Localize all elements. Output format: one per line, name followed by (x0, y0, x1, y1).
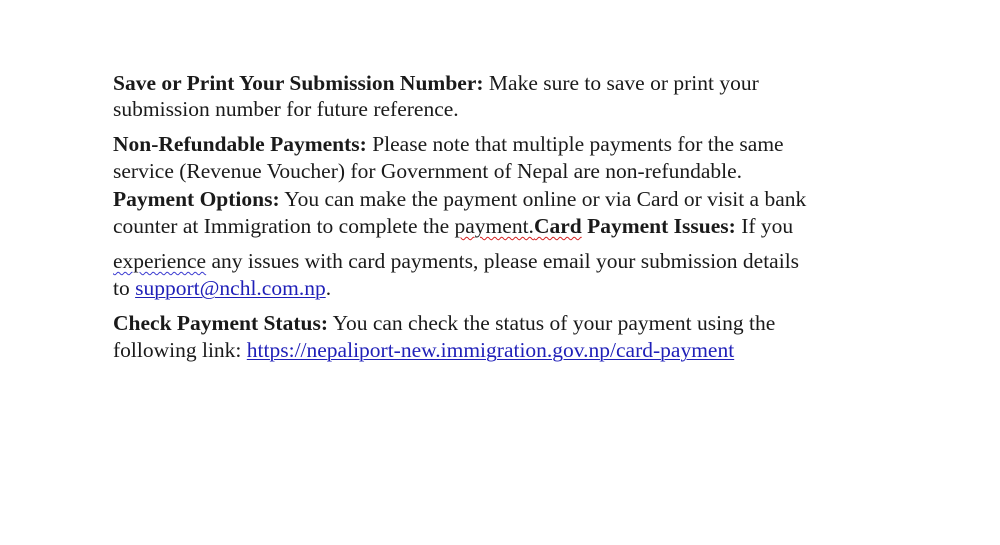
heading-payment-options: Payment Options: (113, 187, 280, 211)
heading-save-print: Save or Print Your Submission Number: (113, 71, 484, 95)
section-save-print-line-1 (113, 70, 759, 96)
section-payment-options-line-2 (113, 213, 793, 239)
email-link[interactable]: support@nchl.com.np (135, 276, 326, 300)
section-payment-options-line-1 (113, 186, 806, 212)
section-card-issues-line-3 (113, 275, 331, 301)
spellcheck-flagged-word[interactable] (455, 214, 582, 238)
body-text: following link: (113, 338, 247, 362)
heading-card-payment-issues: Payment Issues: (581, 214, 736, 238)
heading-check-status: Check Payment Status: (113, 311, 328, 335)
body-text: If you (735, 214, 794, 238)
section-non-refundable-line-1 (113, 131, 784, 157)
flagged-text: payment. (454, 214, 534, 238)
body-text: to (113, 276, 136, 300)
body-text: submission number for future reference. (113, 97, 459, 121)
body-text: . (325, 276, 332, 300)
heading-non-refundable: Non-Refundable Payments: (113, 132, 367, 156)
body-text: You can check the status of your payment using the (328, 311, 776, 335)
body-text: You can make the payment online or via Card or visit a bank (279, 187, 807, 211)
section-check-status-line-2 (113, 337, 734, 363)
body-text: service (Revenue Voucher) for Government of Nepal are non-refundable. (113, 159, 743, 183)
card-payment-url-link[interactable]: https://nepaliport-new.immigration.gov.np/card-payment (246, 338, 735, 362)
section-check-status-line-1 (113, 310, 775, 336)
body-text: Make sure to save or print your (483, 71, 759, 95)
section-non-refundable-line-2 (113, 158, 742, 184)
section-card-issues-line-2 (113, 248, 799, 274)
grammar-flagged-word[interactable]: experience (113, 249, 207, 273)
body-text: any issues with card payments, please email your submission details (206, 249, 800, 273)
body-text: counter at Immigration to complete the (113, 214, 455, 238)
section-save-print-line-2 (113, 96, 459, 122)
heading-card-start: Card (533, 214, 582, 238)
body-text: Please note that multiple payments for the same (366, 132, 784, 156)
